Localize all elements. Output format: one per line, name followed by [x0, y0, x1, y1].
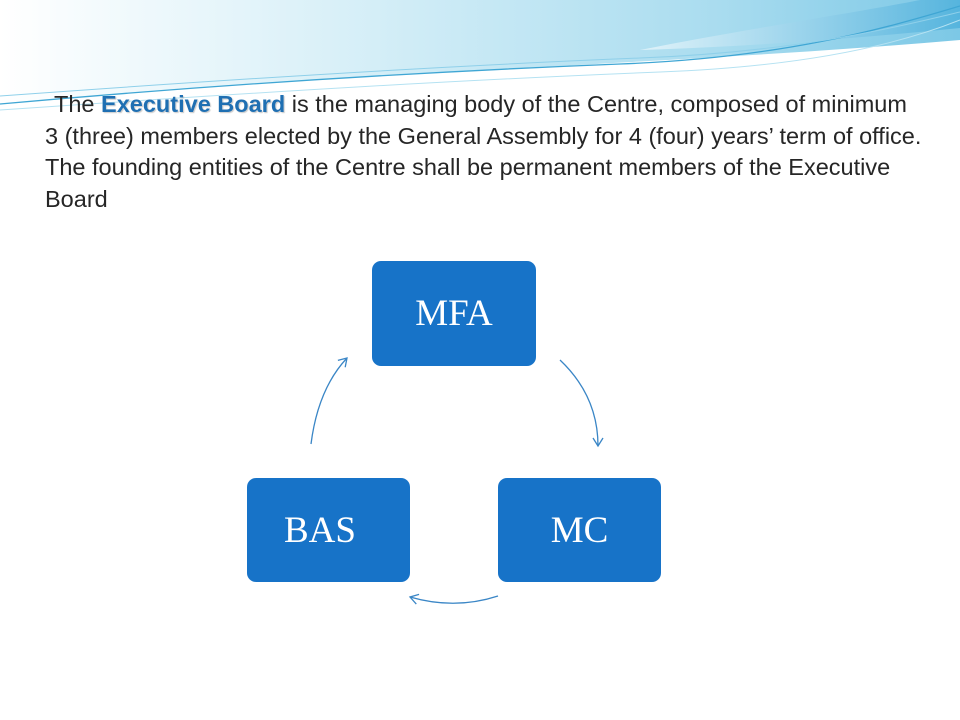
paragraph-body: is the managing body of the Centre, composed of minimum 3 (three) members elected by the General Assembly for 4 (four) years’ term of office. The founding entities of the Centre shall be permanent members of the Executive Board: [45, 91, 922, 212]
arrow-mc-to-bas: [410, 596, 498, 603]
arrow-bas-to-mfa: [311, 358, 347, 444]
node-mfa: MFA: [372, 261, 536, 366]
executive-board-highlight: Executive Board: [101, 91, 286, 117]
node-mc: MC: [498, 478, 661, 582]
arrow-mfa-to-mc: [560, 360, 598, 446]
paragraph-lead: The: [54, 91, 102, 117]
node-bas: BAS: [247, 478, 410, 582]
description-paragraph: [45, 89, 925, 215]
